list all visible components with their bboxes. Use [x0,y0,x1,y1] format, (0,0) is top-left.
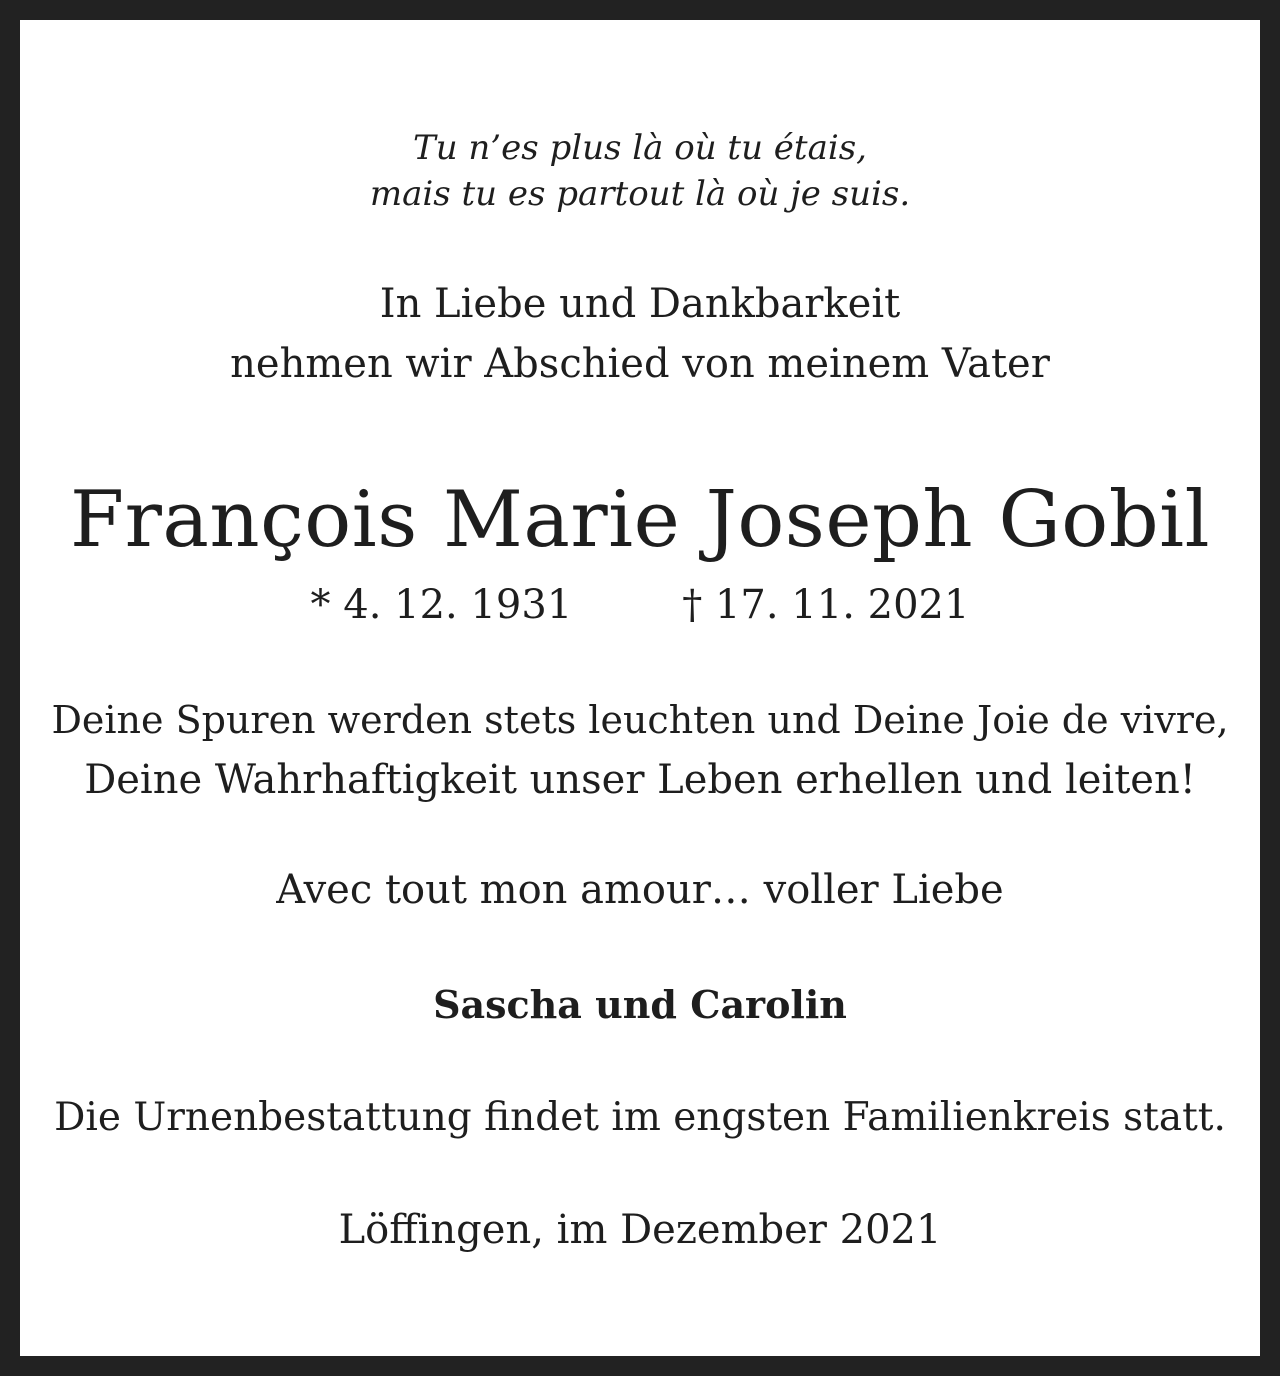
deceased-name: François Marie Joseph Gobil [69,475,1211,565]
intro-line-2: nehmen wir Abschied von meinem Vater [230,341,1050,387]
closing-line: Avec tout mon amour… voller Liebe [276,867,1004,913]
life-dates [20,580,1260,630]
tribute-line-1: Deine Spuren werden stets leuchten und Deine Joie de vivre, [51,698,1229,742]
place-and-date: Löffingen, im Dezember 2021 [338,1207,942,1253]
death-date: † 17. 11. 2021 [682,582,970,628]
mourners-names: Sascha und Carolin [433,982,847,1027]
tribute-line-2: Deine Wahrhaftigkeit unser Leben erhellen und leiten! [84,757,1196,803]
motto-line-2: mais tu es partout là où je suis. [369,174,911,214]
obituary-notice [20,20,1260,1356]
intro-line-1: In Liebe und Dankbarkeit [379,281,901,327]
birth-date: * 4. 12. 1931 [310,582,573,628]
motto-line-1: Tu n’es plus là où tu étais, [413,128,867,168]
burial-note: Die Urnenbestattung findet im engsten Familienkreis statt. [54,1095,1226,1140]
